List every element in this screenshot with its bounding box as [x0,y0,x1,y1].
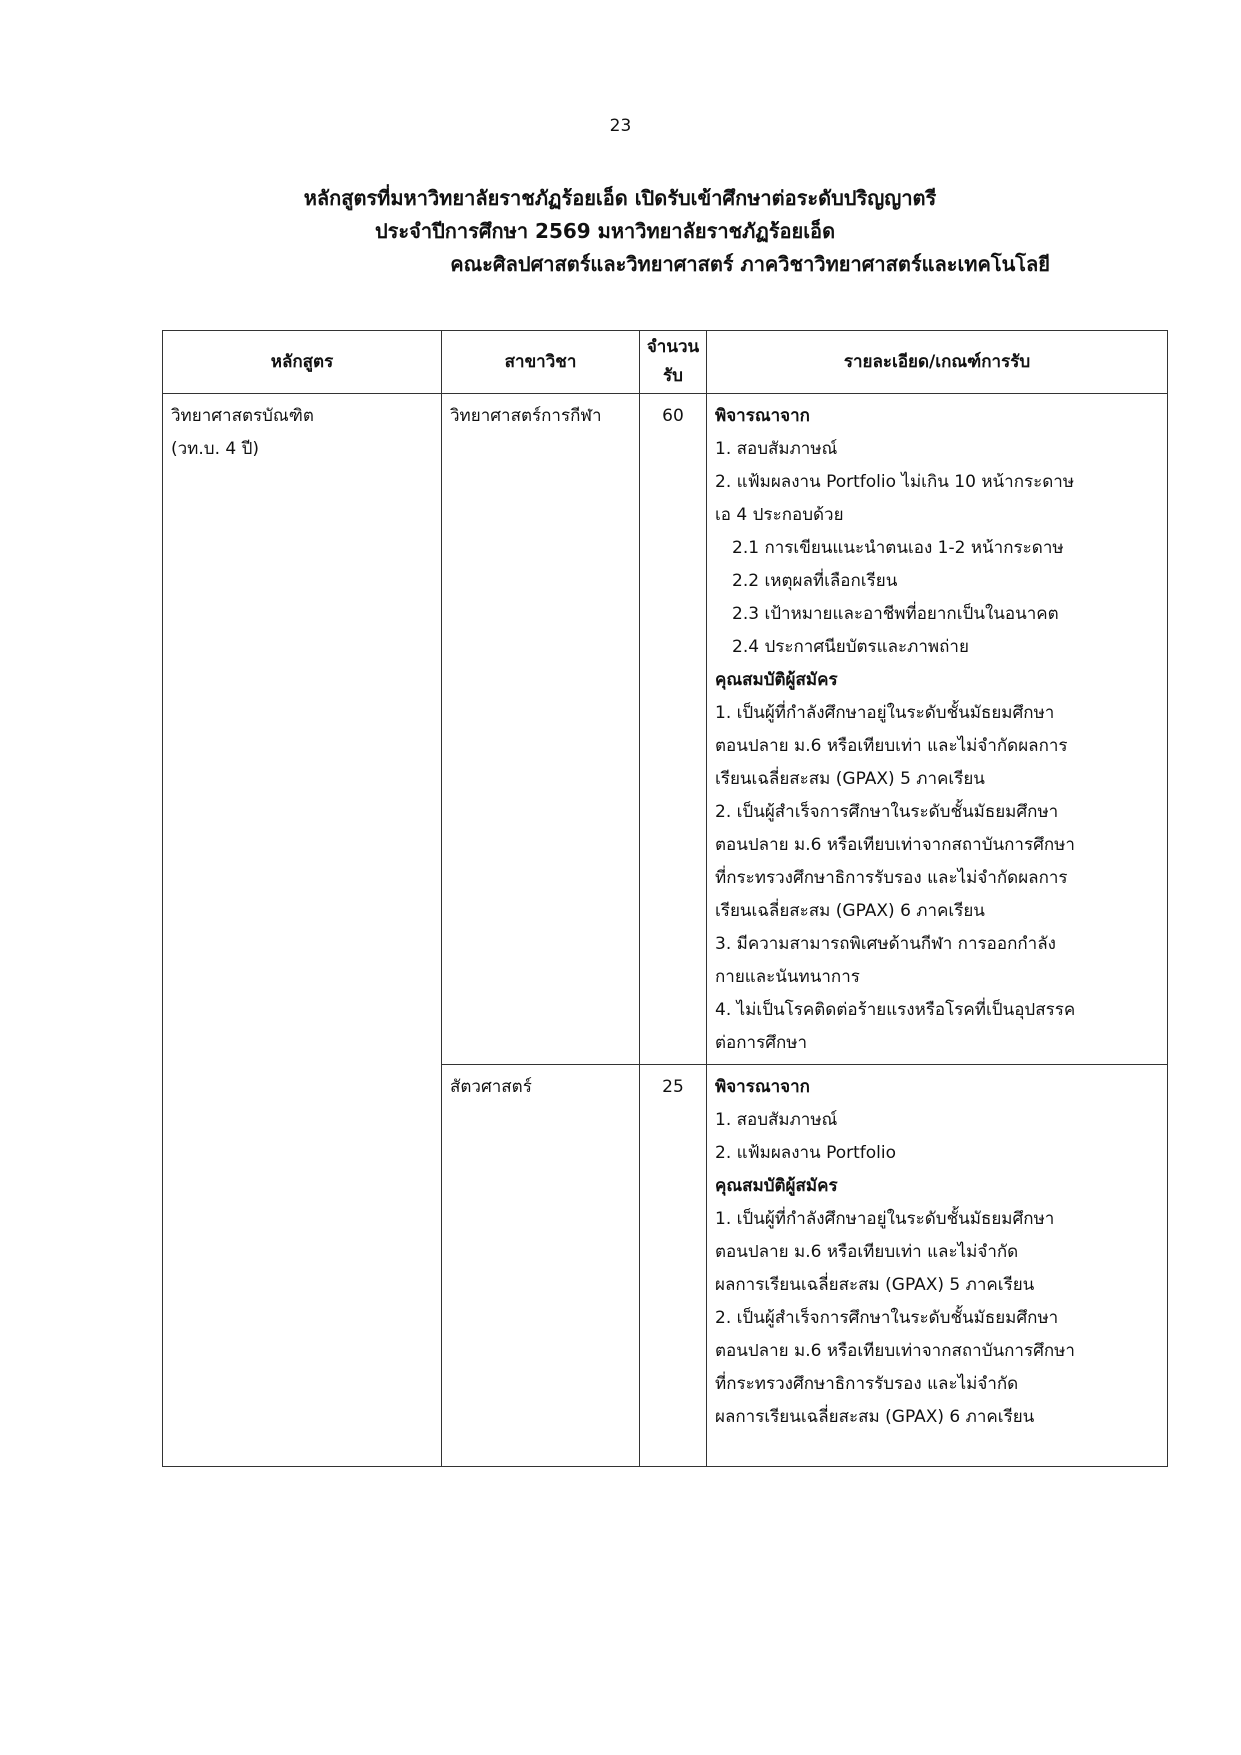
detail-line: ตอนปลาย ม.6 หรือเทียบเท่า และไม่จำกัดผลการ [715,736,1068,756]
detail-line: 2.3 เป้าหมายและอาชีพที่อยากเป็นในอนาคต [732,604,1059,624]
detail-line: ต่อการศึกษา [715,1033,808,1053]
detail-line: 2.2 เหตุผลที่เลือกเรียน [732,571,898,591]
detail-line: 2.1 การเขียนแนะนำตนเอง 1-2 หน้ากระดาษ [732,538,1064,558]
major-cell: วิทยาศาสตร์การกีฬา [442,394,640,1065]
qualifications-heading: คุณสมบัติผู้สมัคร [715,1176,838,1196]
course-table [162,330,1168,1467]
program-cell [163,394,442,1467]
detail-line: ตอนปลาย ม.6 หรือเทียบเท่าจากสถาบันการศึกษา [715,1341,1075,1361]
detail-line: ที่กระทรวงศึกษาธิการรับรอง และไม่จำกัดผลการ [715,868,1068,888]
count-cell: 25 [640,1065,707,1467]
header-program: หลักสูตร [163,331,442,394]
detail-line: 3. มีความสามารถพิเศษด้านกีฬา การออกกำลัง [715,934,1056,954]
count-cell: 60 [640,394,707,1065]
program-abbr: (วท.บ. 4 ปี) [171,439,260,459]
detail-line: ตอนปลาย ม.6 หรือเทียบเท่า และไม่จำกัด [715,1242,1019,1262]
detail-line: 2. เป็นผู้สำเร็จการศึกษาในระดับชั้นมัธยมศึกษา [715,802,1059,822]
detail-line: 1. เป็นผู้ที่กำลังศึกษาอยู่ในระดับชั้นมัธยมศึกษา [715,1209,1055,1229]
qualifications-heading: คุณสมบัติผู้สมัคร [715,670,838,690]
header-details: รายละเอียด/เกณฑ์การรับ [707,331,1168,394]
table-header-row [163,331,1168,394]
detail-line: 2. เป็นผู้สำเร็จการศึกษาในระดับชั้นมัธยมศึกษา [715,1308,1059,1328]
detail-line: 2. แฟ้มผลงาน Portfolio ไม่เกิน 10 หน้ากระดาษ [715,472,1075,492]
criteria-heading: พิจารณาจาก [715,1077,810,1097]
header-count-line1: จำนวน [646,337,700,357]
header-count [640,331,707,394]
detail-line: 4. ไม่เป็นโรคติดต่อร้ายแรงหรือโรคที่เป็นอุปสรรค [715,1000,1076,1020]
detail-line: 1. สอบสัมภาษณ์ [715,439,838,459]
criteria-heading: พิจารณาจาก [715,406,810,426]
title-line-2: ประจำปีการศึกษา 2569 มหาวิทยาลัยราชภัฏร้อยเอ็ด [374,219,836,243]
document-title [160,182,1080,281]
header-count-line2: รับ [663,366,683,386]
details-cell [707,394,1168,1065]
title-line-1: หลักสูตรที่มหาวิทยาลัยราชภัฏร้อยเอ็ด เปิดรับเข้าศึกษาต่อระดับปริญญาตรี [303,186,937,210]
details-cell [707,1065,1168,1467]
detail-line: ผลการเรียนเฉลี่ยสะสม (GPAX) 6 ภาคเรียน [715,1407,1035,1427]
header-major: สาขาวิชา [442,331,640,394]
major-cell: สัตวศาสตร์ [442,1065,640,1467]
page-number: 23 [609,116,632,136]
detail-line: กายและนันทนาการ [715,967,860,987]
detail-line: เรียนเฉลี่ยสะสม (GPAX) 6 ภาคเรียน [715,901,985,921]
detail-line: ผลการเรียนเฉลี่ยสะสม (GPAX) 5 ภาคเรียน [715,1275,1035,1295]
detail-line: 2. แฟ้มผลงาน Portfolio [715,1143,897,1163]
detail-line: ที่กระทรวงศึกษาธิการรับรอง และไม่จำกัด [715,1374,1019,1394]
detail-line: 1. สอบสัมภาษณ์ [715,1110,838,1130]
detail-line: 2.4 ประกาศนียบัตรและภาพถ่าย [732,637,969,657]
detail-line: เรียนเฉลี่ยสะสม (GPAX) 5 ภาคเรียน [715,769,985,789]
program-name: วิทยาศาสตรบัณฑิต [171,406,314,426]
detail-line: ตอนปลาย ม.6 หรือเทียบเท่าจากสถาบันการศึกษา [715,835,1075,855]
table-row [163,394,1168,1065]
detail-line: เอ 4 ประกอบด้วย [715,505,844,525]
title-line-3: คณะศิลปศาสตร์และวิทยาศาสตร์ ภาควิชาวิทยาศาสตร์และเทคโนโลยี [450,252,1050,276]
detail-line: 1. เป็นผู้ที่กำลังศึกษาอยู่ในระดับชั้นมัธยมศึกษา [715,703,1055,723]
